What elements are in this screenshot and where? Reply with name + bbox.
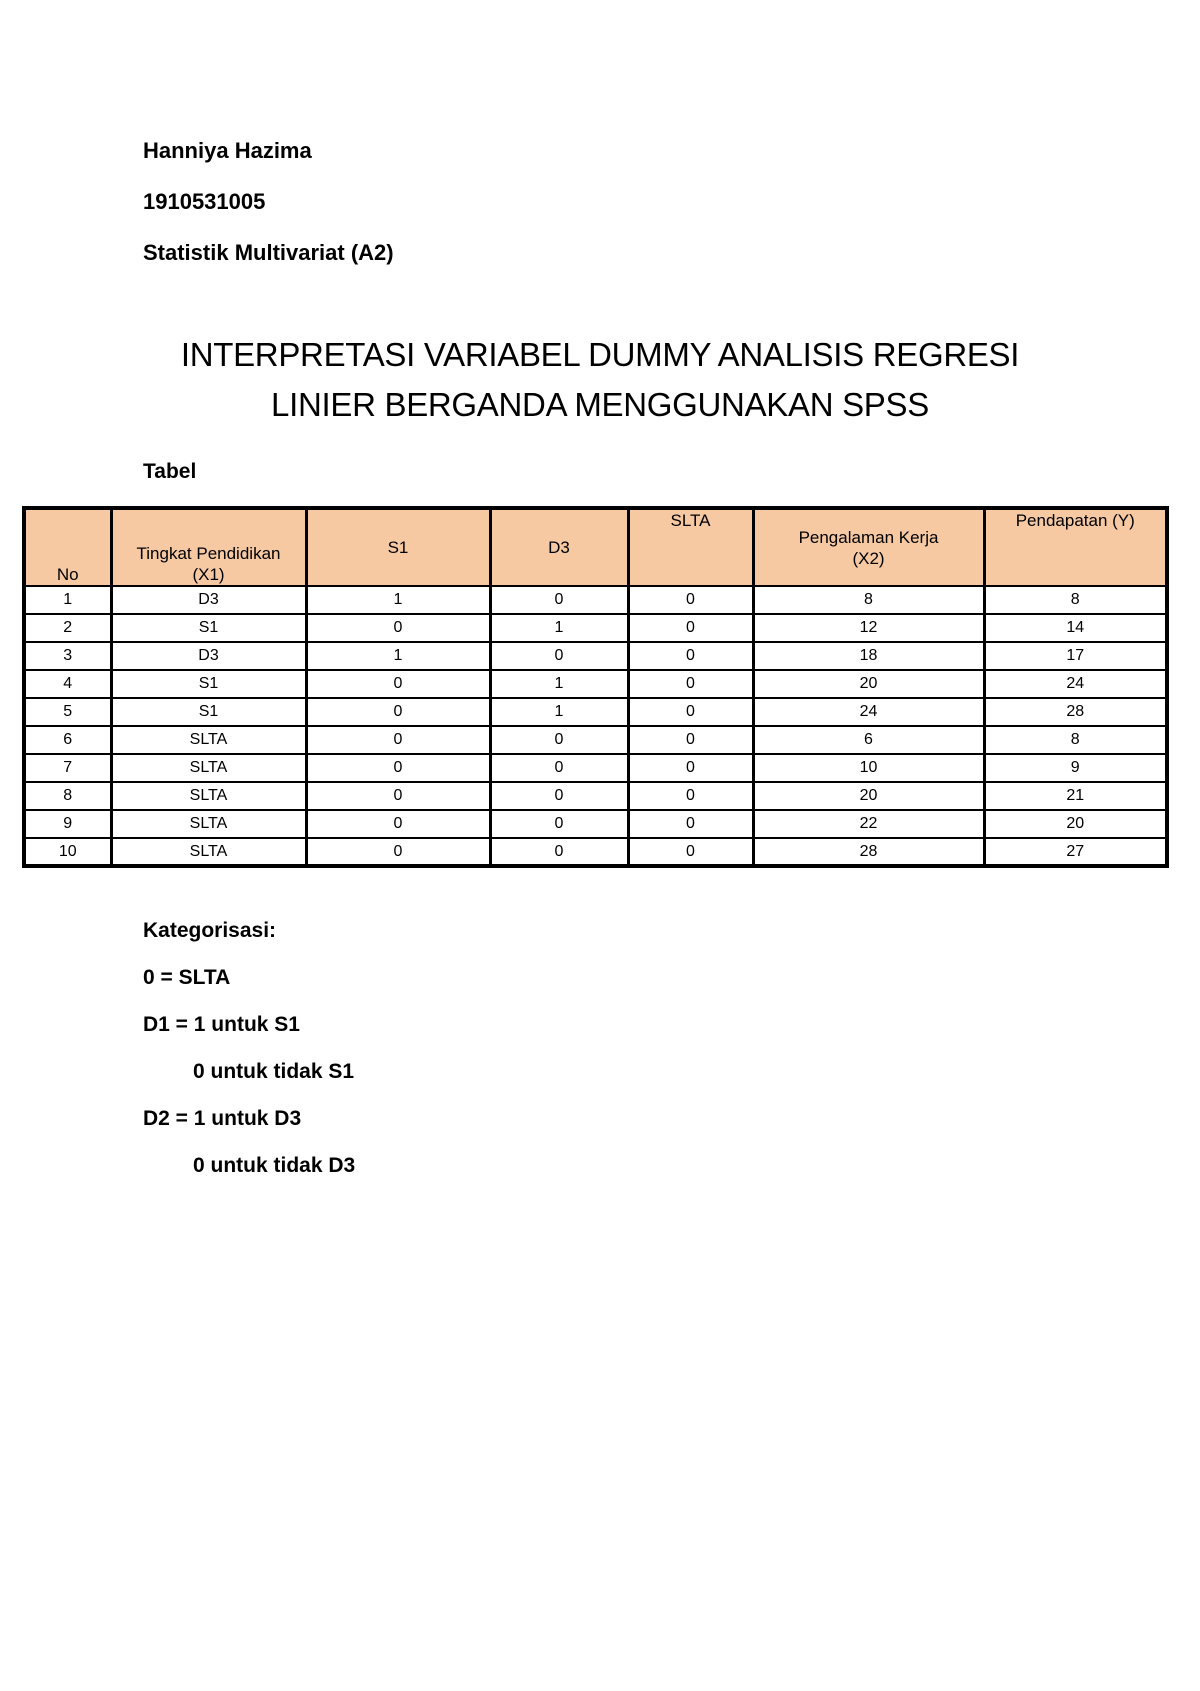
column-header-pengalaman-kerja: Pengalaman Kerja (X2) <box>753 508 984 586</box>
table-cell: 6 <box>753 726 984 754</box>
student-id: 1910531005 <box>143 189 266 214</box>
table-cell: 0 <box>306 838 490 866</box>
table-cell: 0 <box>490 782 628 810</box>
table-cell: 8 <box>984 586 1167 614</box>
table-cell: 18 <box>753 642 984 670</box>
column-header-no: No <box>24 508 111 586</box>
data-table <box>22 506 1169 868</box>
table-cell: 1 <box>306 642 490 670</box>
table-cell: SLTA <box>111 726 306 754</box>
table-cell: 20 <box>753 782 984 810</box>
table-cell: 0 <box>490 642 628 670</box>
table-header-row <box>24 508 1167 586</box>
course-name: Statistik Multivariat (A2) <box>143 240 394 265</box>
table-cell: 0 <box>628 810 753 838</box>
table-cell: 0 <box>490 838 628 866</box>
column-header-pendapatan: Pendapatan (Y) <box>984 508 1167 586</box>
categorization-line: 0 = SLTA <box>143 966 231 989</box>
table-cell: 8 <box>24 782 111 810</box>
table-cell: 8 <box>753 586 984 614</box>
table-cell: 0 <box>628 782 753 810</box>
table-cell: SLTA <box>111 782 306 810</box>
table-cell: 14 <box>984 614 1167 642</box>
table-cell: 0 <box>628 838 753 866</box>
table-cell: 12 <box>753 614 984 642</box>
table-cell: SLTA <box>111 838 306 866</box>
table-cell: 0 <box>306 698 490 726</box>
table-cell: 0 <box>628 754 753 782</box>
categorization-line: D1 = 1 untuk S1 <box>143 1013 300 1036</box>
table-cell: SLTA <box>111 810 306 838</box>
table-cell: 21 <box>984 782 1167 810</box>
categorization-line: D2 = 1 untuk D3 <box>143 1107 302 1130</box>
table-cell: D3 <box>111 586 306 614</box>
table-caption: Tabel <box>143 460 197 483</box>
column-header-d3: D3 <box>490 508 628 586</box>
table-cell: 6 <box>24 726 111 754</box>
table-cell: 1 <box>490 614 628 642</box>
table-cell: 9 <box>984 754 1167 782</box>
table-cell: 0 <box>628 726 753 754</box>
table-cell: S1 <box>111 614 306 642</box>
table-cell: 8 <box>984 726 1167 754</box>
table-row <box>24 838 1167 866</box>
table-row <box>24 726 1167 754</box>
table-cell: 1 <box>490 670 628 698</box>
author-name: Hanniya Hazima <box>143 138 312 163</box>
table-cell: 17 <box>984 642 1167 670</box>
table-cell: 0 <box>490 810 628 838</box>
document-title-line2: LINIER BERGANDA MENGGUNAKAN SPSS <box>271 386 929 423</box>
table-cell: 2 <box>24 614 111 642</box>
document-title <box>20 330 1180 430</box>
table-cell: 4 <box>24 670 111 698</box>
table-cell: S1 <box>111 698 306 726</box>
table-cell: 10 <box>24 838 111 866</box>
table-cell: 9 <box>24 810 111 838</box>
document-title-line1: INTERPRETASI VARIABEL DUMMY ANALISIS REGRESI <box>180 336 1020 373</box>
table-row <box>24 698 1167 726</box>
table-cell: SLTA <box>111 754 306 782</box>
document-page <box>0 138 1200 1691</box>
table-cell: 0 <box>628 698 753 726</box>
table-cell: 7 <box>24 754 111 782</box>
categorization-block <box>143 918 1200 1179</box>
table-row <box>24 782 1167 810</box>
table-cell: 28 <box>984 698 1167 726</box>
table-cell: 5 <box>24 698 111 726</box>
categorization-heading: Kategorisasi: <box>143 919 277 942</box>
table-row <box>24 586 1167 614</box>
table-row <box>24 754 1167 782</box>
table-row <box>24 810 1167 838</box>
table-cell: 0 <box>628 670 753 698</box>
table-row <box>24 670 1167 698</box>
table-cell: 0 <box>490 754 628 782</box>
table-cell: S1 <box>111 670 306 698</box>
table-cell: 0 <box>628 614 753 642</box>
table-row <box>24 642 1167 670</box>
table-row <box>24 614 1167 642</box>
table-cell: D3 <box>111 642 306 670</box>
table-cell: 0 <box>490 726 628 754</box>
table-cell: 0 <box>628 586 753 614</box>
table-cell: 0 <box>490 586 628 614</box>
categorization-line: 0 untuk tidak D3 <box>193 1154 356 1177</box>
table-cell: 0 <box>628 642 753 670</box>
table-cell: 20 <box>984 810 1167 838</box>
table-cell: 10 <box>753 754 984 782</box>
byline-block <box>143 138 1200 266</box>
table-cell: 3 <box>24 642 111 670</box>
table-cell: 0 <box>306 670 490 698</box>
table-cell: 24 <box>984 670 1167 698</box>
column-header-tingkat-pendidikan: Tingkat Pendidikan (X1) <box>111 508 306 586</box>
column-header-slta: SLTA <box>628 508 753 586</box>
table-cell: 24 <box>753 698 984 726</box>
table-cell: 0 <box>306 810 490 838</box>
table-cell: 1 <box>306 586 490 614</box>
table-cell: 1 <box>24 586 111 614</box>
categorization-line: 0 untuk tidak S1 <box>193 1060 355 1083</box>
table-cell: 20 <box>753 670 984 698</box>
table-cell: 27 <box>984 838 1167 866</box>
table-cell: 0 <box>306 614 490 642</box>
table-cell: 28 <box>753 838 984 866</box>
column-header-s1: S1 <box>306 508 490 586</box>
table-cell: 22 <box>753 810 984 838</box>
table-cell: 0 <box>306 782 490 810</box>
table-cell: 0 <box>306 754 490 782</box>
table-cell: 0 <box>306 726 490 754</box>
table-cell: 1 <box>490 698 628 726</box>
